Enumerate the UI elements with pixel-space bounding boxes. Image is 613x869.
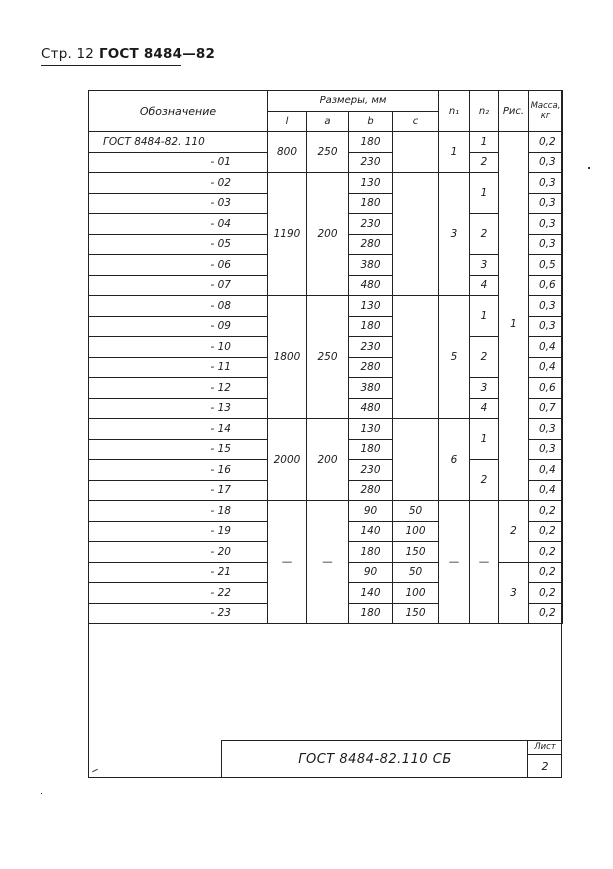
n1-cell: 1 <box>439 132 470 173</box>
a-cell: 200 <box>307 173 349 296</box>
b-cell: 230 <box>349 152 393 173</box>
n2-cell: 2 <box>470 337 499 378</box>
scan-speck <box>41 793 42 794</box>
specification-table <box>88 90 563 624</box>
b-cell: 180 <box>349 603 393 624</box>
b-cell: 280 <box>349 357 393 378</box>
l-cell: 1800 <box>268 296 307 419</box>
designation-cell: ГОСТ 8484-82. 110 <box>89 132 268 153</box>
b-cell: 180 <box>349 193 393 214</box>
n2-cell: 4 <box>470 275 499 296</box>
c-cell: 150 <box>393 542 439 563</box>
designation-cell: - 07 <box>89 275 268 296</box>
mass-cell: 0,6 <box>529 378 563 399</box>
mass-cell: 0,3 <box>529 419 563 440</box>
b-cell: 130 <box>349 419 393 440</box>
c-cell <box>393 419 439 501</box>
mass-cell: 0,2 <box>529 501 563 522</box>
mass-cell: 0,2 <box>529 603 563 624</box>
designation-cell: - 17 <box>89 480 268 501</box>
n1-cell: — <box>439 501 470 624</box>
b-cell: 180 <box>349 316 393 337</box>
b-cell: 90 <box>349 501 393 522</box>
c-cell <box>393 173 439 296</box>
n2-cell: 2 <box>470 152 499 173</box>
a-cell: 250 <box>307 132 349 173</box>
b-cell: 140 <box>349 583 393 604</box>
n2-cell: 1 <box>470 419 499 460</box>
title-block <box>221 740 562 778</box>
table-row <box>89 132 563 153</box>
page-number-label: Стр. 12 <box>41 46 95 62</box>
designation-cell: - 11 <box>89 357 268 378</box>
n2-cell: 2 <box>470 214 499 255</box>
designation-cell: - 09 <box>89 316 268 337</box>
b-cell: 280 <box>349 234 393 255</box>
mass-header-line2: кг <box>540 111 551 121</box>
b-cell: 380 <box>349 378 393 399</box>
mass-cell: 0,2 <box>529 562 563 583</box>
b-cell: 130 <box>349 173 393 194</box>
col-header-designation: Обозначение <box>89 91 268 132</box>
header-underline <box>41 65 181 66</box>
n2-cell: — <box>470 501 499 624</box>
mass-cell: 0,5 <box>529 255 563 276</box>
n2-cell: 1 <box>470 173 499 214</box>
a-cell: — <box>307 501 349 624</box>
designation-cell: - 01 <box>89 152 268 173</box>
n2-cell: 2 <box>470 460 499 501</box>
table-row <box>89 501 563 522</box>
mass-cell: 0,3 <box>529 152 563 173</box>
page-header <box>41 46 215 62</box>
col-header-c: c <box>393 111 439 132</box>
designation-cell: - 08 <box>89 296 268 317</box>
c-cell: 150 <box>393 603 439 624</box>
c-cell: 50 <box>393 562 439 583</box>
mass-cell: 0,2 <box>529 132 563 153</box>
l-cell: 800 <box>268 132 307 173</box>
sheet-number: 2 <box>527 755 562 778</box>
designation-cell: - 02 <box>89 173 268 194</box>
n1-cell: 3 <box>439 173 470 296</box>
designation-cell: - 04 <box>89 214 268 235</box>
b-cell: 130 <box>349 296 393 317</box>
designation-cell: - 18 <box>89 501 268 522</box>
mass-cell: 0,4 <box>529 480 563 501</box>
figure-cell: 1 <box>499 132 529 501</box>
designation-cell: - 23 <box>89 603 268 624</box>
mass-cell: 0,6 <box>529 275 563 296</box>
figure-cell: 2 <box>499 501 529 563</box>
scan-speck <box>588 167 590 169</box>
mass-cell: 0,2 <box>529 521 563 542</box>
a-cell: 250 <box>307 296 349 419</box>
b-cell: 230 <box>349 337 393 358</box>
designation-cell: - 06 <box>89 255 268 276</box>
mass-cell: 0,3 <box>529 316 563 337</box>
c-cell <box>393 296 439 419</box>
mass-cell: 0,2 <box>529 542 563 563</box>
designation-cell: - 21 <box>89 562 268 583</box>
a-cell: 200 <box>307 419 349 501</box>
designation-cell: - 19 <box>89 521 268 542</box>
n2-cell: 4 <box>470 398 499 419</box>
mass-cell: 0,4 <box>529 357 563 378</box>
l-cell: 2000 <box>268 419 307 501</box>
mass-cell: 0,7 <box>529 398 563 419</box>
c-cell: 100 <box>393 521 439 542</box>
document-code: ГОСТ 8484-82.110 СБ <box>298 752 452 767</box>
designation-cell: - 10 <box>89 337 268 358</box>
c-cell: 50 <box>393 501 439 522</box>
c-cell <box>393 132 439 173</box>
mass-cell: 0,3 <box>529 439 563 460</box>
mass-cell: 0,3 <box>529 296 563 317</box>
n2-cell: 1 <box>470 132 499 153</box>
col-header-n1: n₁ <box>439 91 470 132</box>
mass-cell: 0,4 <box>529 337 563 358</box>
designation-cell: - 22 <box>89 583 268 604</box>
n1-cell: 6 <box>439 419 470 501</box>
mass-cell: 0,3 <box>529 214 563 235</box>
col-header-l: l <box>268 111 307 132</box>
mass-cell: 0,4 <box>529 460 563 481</box>
b-cell: 230 <box>349 214 393 235</box>
table-row <box>89 419 563 440</box>
n2-cell: 1 <box>470 296 499 337</box>
col-header-n2: n₂ <box>470 91 499 132</box>
designation-cell: - 13 <box>89 398 268 419</box>
n2-cell: 3 <box>470 378 499 399</box>
l-cell: — <box>268 501 307 624</box>
b-cell: 480 <box>349 398 393 419</box>
col-header-figure: Рис. <box>499 91 529 132</box>
sheet-label: Лист <box>527 741 562 755</box>
designation-cell: - 16 <box>89 460 268 481</box>
standard-code: ГОСТ 8484—82 <box>98 46 216 62</box>
mass-cell: 0,2 <box>529 583 563 604</box>
designation-cell: - 15 <box>89 439 268 460</box>
table-row <box>89 296 563 317</box>
designation-cell: - 03 <box>89 193 268 214</box>
l-cell: 1190 <box>268 173 307 296</box>
designation-cell: - 12 <box>89 378 268 399</box>
designation-cell: - 14 <box>89 419 268 440</box>
b-cell: 90 <box>349 562 393 583</box>
n2-cell: 3 <box>470 255 499 276</box>
mass-cell: 0,3 <box>529 193 563 214</box>
col-header-dimensions: Размеры, мм <box>268 91 439 112</box>
table-row <box>89 173 563 194</box>
b-cell: 180 <box>349 439 393 460</box>
col-header-a: a <box>307 111 349 132</box>
b-cell: 380 <box>349 255 393 276</box>
c-cell: 100 <box>393 583 439 604</box>
col-header-mass <box>529 91 563 132</box>
n1-cell: 5 <box>439 296 470 419</box>
b-cell: 180 <box>349 132 393 153</box>
mass-cell: 0,3 <box>529 234 563 255</box>
b-cell: 230 <box>349 460 393 481</box>
b-cell: 140 <box>349 521 393 542</box>
mass-header-line1: Масса, <box>530 101 561 111</box>
figure-cell: 3 <box>499 562 529 624</box>
b-cell: 180 <box>349 542 393 563</box>
b-cell: 280 <box>349 480 393 501</box>
col-header-b: b <box>349 111 393 132</box>
mass-cell: 0,3 <box>529 173 563 194</box>
designation-cell: - 20 <box>89 542 268 563</box>
b-cell: 480 <box>349 275 393 296</box>
designation-cell: - 05 <box>89 234 268 255</box>
